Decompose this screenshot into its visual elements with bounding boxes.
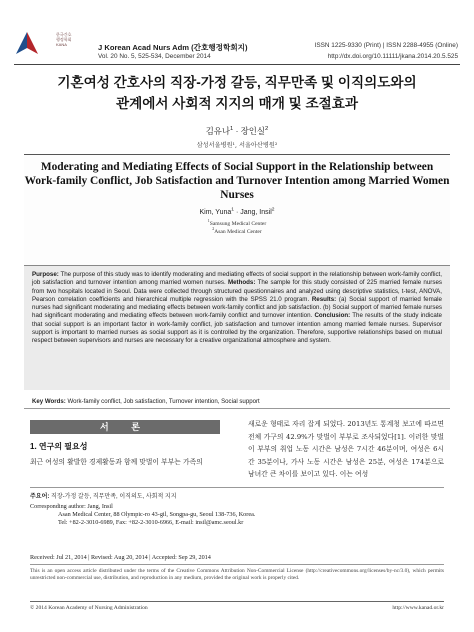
korean-title-line: 기혼여성 간호사의 직장-가정 갈등, 직무만족 및 이직의도와의	[57, 75, 417, 90]
section-bar-introduction: 서 론	[30, 420, 220, 434]
abstract-methods: The sample for this study consisted of 225 married female nurses from two hospitals located in Seoul. Data were collected through structured questionnaires and analyzed using descriptive statistics, t-test, ANOVA, Pearson correlation coefficients and hierarchical multiple regression with the SPSS 21.0 program.	[32, 279, 442, 303]
english-affiliation	[24, 221, 450, 227]
logo-text	[56, 32, 71, 47]
keywords-text: 직장-가정 갈등, 직무만족, 이직의도, 사회적 지지	[49, 494, 177, 500]
affil-text: Asan Medical Center	[214, 229, 262, 235]
correspondence-line: Corresponding author: Jang, Insil	[30, 503, 113, 510]
abstract-label: Methods:	[227, 279, 256, 287]
affil-sup: 2	[212, 227, 215, 232]
english-affiliation	[24, 229, 450, 235]
abstract-text	[32, 271, 442, 346]
author-name: 장인실	[240, 126, 265, 136]
logo-text-line: 한국간호	[56, 32, 72, 37]
body-text-right: 새로운 형태로 자리 잡게 되었다. 2013년도 통계청 보고에 따르면 전체 가구의 42.9%가 맞벌이 부부로 조사되었다[1]. 이러한 맞벌이 부부의 취업 노동 시간은 남성은 7시간 46분이며, 여성은 6시간 35분이나, 가사 노동 시간은 남성은 25분, 여성은 174분으로 남녀간 큰 차이를 보이고 있다. 이는 여성	[248, 420, 444, 479]
doi-link[interactable]: http://dx.doi.org/10.11111/jkana.2014.20.5.525	[327, 53, 458, 60]
korean-affiliation: 삼성서울병원¹, 서울아산병원²	[196, 142, 278, 149]
footer-url[interactable]: http://www.kanad.or.kr	[392, 605, 444, 611]
author-sup: 1	[231, 207, 234, 213]
footer-copyright: © 2014 Korean Academy of Nursing Administration	[30, 605, 148, 611]
korean-keywords	[30, 487, 444, 500]
correspondence-line: Tel: +82-2-3010-6989, Fax: +82-2-3010-6966, E-mail: insil@amc.seoul.kr	[58, 519, 244, 527]
section-heading: 1. 연구의 필요성	[30, 442, 88, 451]
abstract-results: (a) Social support of married female nurses had significant moderating and mediating effects between work-family conflict and job satisfaction. (b) Social support of married female nurses had significant moderating and mediating effects between work-family conflict and turnover intention.	[32, 295, 442, 320]
abstract-label: Conclusion:	[314, 312, 351, 320]
author-separator: ·	[233, 126, 241, 136]
english-title: Moderating and Mediating Effects of Social Support in the Relationship between Work-family Conflict, Job Satisfaction and Turnover Intention among Married Women Nurses	[24, 161, 450, 201]
correspondence	[30, 503, 444, 528]
correspondence-line: Asan Medical Center, 88 Olympic-ro 43-gil, Songpa-gu, Seoul 138-736, Korea.	[58, 511, 256, 519]
english-authors	[24, 209, 450, 216]
volume-info: Vol. 20 No. 5, 525-534, December 2014	[98, 53, 211, 60]
author-name: 김유나	[205, 126, 230, 136]
korean-title-line: 관계에서 사회적 지지의 매개 및 조절효과	[115, 96, 359, 111]
abstract-conclusion: The results of the study indicate that social support is an important factor in work-family conflict, job satisfaction and turnover intention among married female nurses. Supervisor support is important to married nurses as social support as it is controlled by the organization. Therefore, supportive relationships based on mutual respect between supervisors and nurses are necessary for a creative organizational atmosphere and system.	[32, 312, 442, 345]
keywords-text: Work-family conflict, Job satisfaction, Turnover intention, Social support	[65, 398, 260, 405]
abstract-purpose: The purpose of this study was to identify moderating and mediating effects of social support in the relationship between work-family conflict, job satisfaction and turnover intention among married women nurses.	[32, 271, 442, 287]
header-divider	[14, 64, 460, 65]
affil-sup: 1	[207, 219, 210, 224]
abstract-box	[24, 266, 450, 390]
logo-text-line: 행정학회	[56, 37, 72, 42]
english-title-box	[24, 154, 450, 266]
korean-authors	[0, 125, 474, 137]
author-name: Kim, Yuna	[199, 209, 232, 216]
body-text-left: 최근 여성의 활발한 경제활동과 함께 맞벌이 부부는 가족의	[30, 458, 203, 466]
journal-logo	[14, 30, 40, 56]
author-separator: ·	[234, 209, 241, 216]
footer-divider	[30, 601, 444, 602]
article-dates: Received: Jul 21, 2014 | Revised: Aug 20, 2014 | Accepted: Sep 29, 2014	[30, 554, 444, 565]
journal-title: J Korean Acad Nurs Adm (간호행정학회지)	[98, 43, 248, 52]
affil-text: Samsung Medical Center	[209, 221, 267, 227]
abstract-label: Results:	[311, 295, 337, 303]
english-keywords	[24, 396, 450, 409]
keywords-label: 주요어:	[30, 494, 50, 500]
author-name: Jang, Insil	[240, 209, 272, 216]
keywords-label: Key Words:	[32, 398, 66, 405]
abstract-label: Purpose:	[32, 271, 59, 278]
author-sup: 1	[230, 126, 234, 133]
author-sup: 2	[271, 207, 275, 213]
korean-title	[0, 72, 474, 114]
license-text: This is an open access article distributed under the terms of the Creative Commons Attribution Non-Commercial License (http://creativecommons.org/licenses/by-nc/3.0), which permits unrestricted non-commercial use, distribution, and reproduction in any medium, provided the original work is properly cited.	[30, 568, 444, 581]
logo-text-line: KANA	[56, 42, 67, 47]
issn-info: ISSN 1225-9330 (Print) | ISSN 2288-4955 (Online)	[314, 42, 458, 49]
author-sup: 2	[265, 126, 269, 133]
